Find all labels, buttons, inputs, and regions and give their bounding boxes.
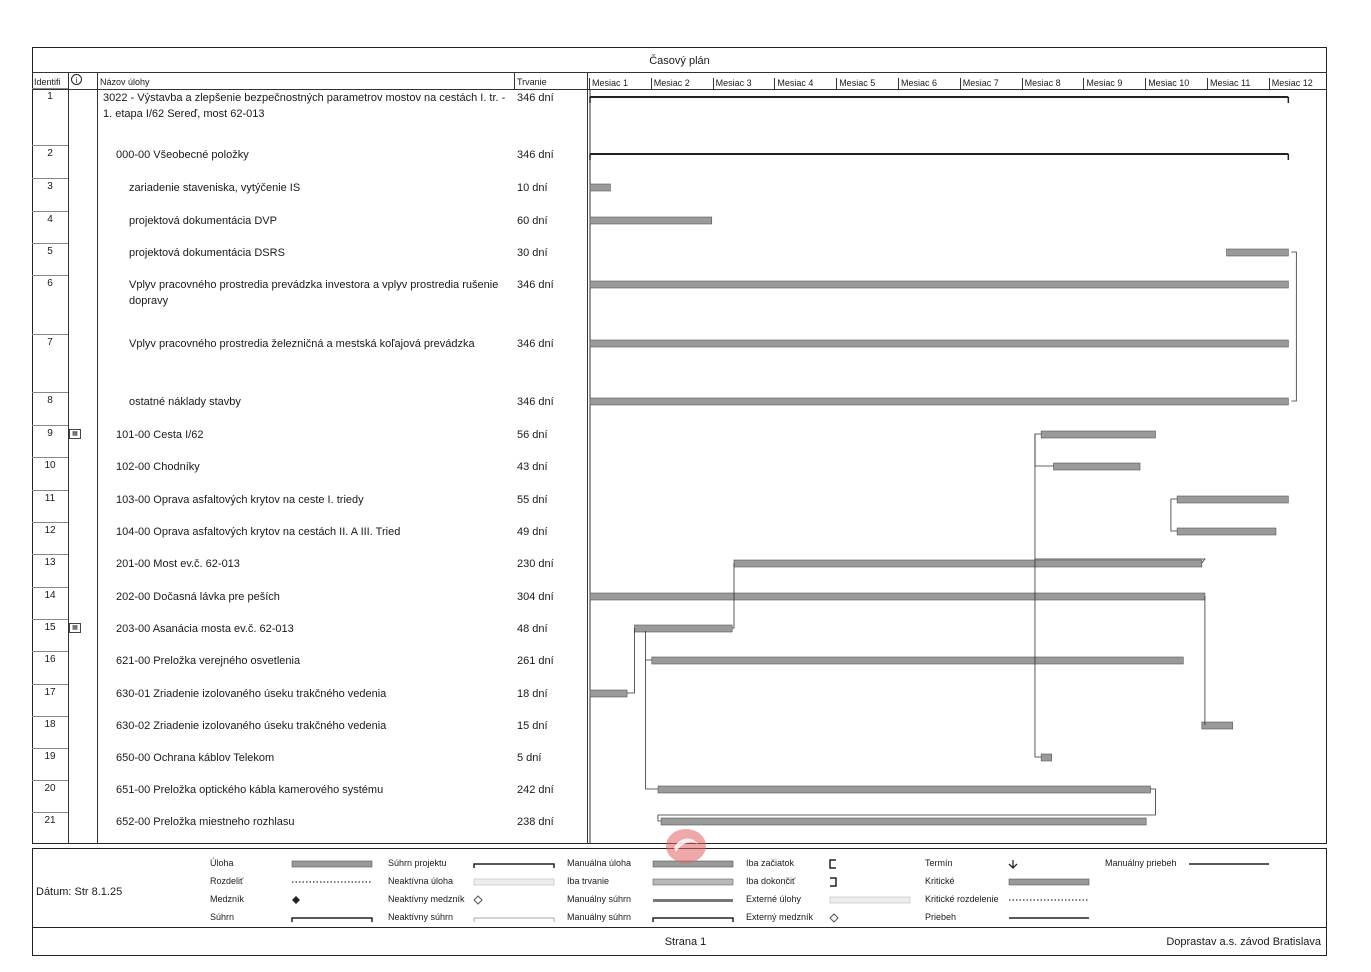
page-number: Strana 1: [664, 936, 707, 948]
month-header-11: Mesiac 11: [1207, 78, 1269, 90]
task-duration: 346 dní: [517, 396, 554, 408]
task-id: 2: [47, 148, 53, 159]
task-name: ostatné náklady stavby: [129, 396, 241, 408]
task-duration: 346 dní: [517, 149, 554, 161]
task-bar: [1177, 528, 1276, 535]
task-name: 630-02 Zriadenie izolovaného úseku trakčného vedenia: [116, 720, 387, 732]
task-id: 14: [44, 590, 56, 601]
task-duration: 60 dní: [517, 215, 548, 227]
task-bar: [661, 818, 1146, 825]
legend-label-progress: Priebeh: [925, 912, 957, 922]
task-id: 18: [44, 719, 56, 730]
month-header-10: Mesiac 10: [1145, 78, 1207, 90]
dependency-link: [646, 631, 652, 660]
task-name: 621-00 Preložka verejného osvetlenia: [116, 655, 301, 667]
task-bar: [652, 657, 1183, 664]
col-id-header: Identifi: [34, 77, 61, 87]
calendar-indicator-icon: ▦: [69, 623, 81, 633]
task-id: 10: [44, 460, 56, 471]
task-name: 652-00 Preložka miestneho rozhlasu: [116, 816, 295, 828]
task-name: 104-00 Oprava asfaltových krytov na cestách II. A III. Tried: [116, 526, 401, 538]
task-id: 16: [44, 654, 56, 665]
stamp-logo: [662, 826, 710, 866]
month-header-4: Mesiac 4: [774, 78, 836, 90]
task-name: projektová dokumentácia DVP: [129, 215, 277, 227]
company-name: Doprastav a.s. závod Bratislava: [1166, 936, 1321, 948]
task-duration: 261 dní: [517, 655, 554, 667]
task-duration: 49 dní: [517, 526, 548, 538]
task-bar: [1227, 249, 1289, 256]
task-name: 202-00 Dočasná lávka pre peších: [116, 591, 280, 603]
task-bar: [590, 217, 712, 224]
task-id: 7: [47, 337, 53, 348]
month-header-6: Mesiac 6: [898, 78, 960, 90]
task-name: Vplyv pracovného prostredia železničná a mestská koľajová prevádzka: [129, 338, 475, 350]
dependency-link: [627, 628, 634, 693]
task-duration: 242 dní: [517, 784, 554, 796]
task-bar: [734, 560, 1202, 567]
legend-label-external-milestone: Externý medzník: [746, 912, 814, 922]
legend-label-milestone: Medzník: [210, 894, 245, 904]
month-header-12: Mesiac 12: [1269, 78, 1331, 90]
task-duration: 230 dní: [517, 558, 554, 570]
task-bar: [1041, 754, 1052, 761]
task-bar: [590, 340, 1288, 347]
print-date: Dátum: Str 8.1.25: [36, 886, 123, 898]
legend-label-inactive-task: Neaktívna úloha: [388, 876, 454, 886]
task-duration: 238 dní: [517, 816, 554, 828]
month-header-8: Mesiac 8: [1022, 78, 1084, 90]
info-icon: i: [71, 74, 82, 85]
legend-label-external-tasks: Externé úlohy: [746, 894, 802, 904]
task-duration: 48 dní: [517, 623, 548, 635]
task-bar: [590, 593, 1205, 600]
legend-label-duration-only: Iba trvanie: [567, 876, 610, 886]
month-header-7: Mesiac 7: [960, 78, 1022, 90]
legend-label-split: Rozdeliť: [210, 876, 244, 886]
month-header-5: Mesiac 5: [836, 78, 898, 90]
legend-label-project-summary: Súhrn projektu: [388, 858, 447, 868]
task-duration: 10 dní: [517, 182, 548, 194]
task-name: 203-00 Asanácia mosta ev.č. 62-013: [116, 623, 294, 635]
task-duration: 304 dní: [517, 591, 554, 603]
task-id: 20: [44, 783, 56, 794]
legend-label-finish-only: Iba dokončiť: [746, 876, 796, 886]
task-bar: [1054, 463, 1141, 470]
legend-label-critical: Kritické: [925, 876, 955, 886]
task-duration: 30 dní: [517, 247, 548, 259]
task-bar: [1202, 722, 1233, 729]
task-id: 15: [44, 622, 56, 633]
task-name: 201-00 Most ev.č. 62-013: [116, 558, 240, 570]
task-duration: 56 dní: [517, 429, 548, 441]
task-name: 103-00 Oprava asfaltových krytov na ceste I. triedy: [116, 494, 364, 506]
task-name: 650-00 Ochrana káblov Telekom: [116, 752, 275, 764]
task-bar: [1041, 431, 1155, 438]
task-id: 9: [47, 428, 53, 439]
legend-label-inactive-milestone: Neaktívny medzník: [388, 894, 465, 904]
task-bar: [590, 281, 1288, 288]
task-name: projektová dokumentácia DSRS: [129, 247, 285, 259]
task-name: 651-00 Preložka optického kábla kamerového systému: [116, 784, 384, 796]
task-bar: [1177, 496, 1288, 503]
task-id: 17: [44, 687, 56, 698]
task-duration: 5 dní: [517, 752, 542, 764]
task-bar: [590, 184, 610, 191]
task-bar: [590, 690, 627, 697]
task-name: 000-00 Všeobecné položky: [116, 149, 249, 161]
task-id: 6: [47, 278, 53, 289]
legend-label-manual-task: Manuálna úloha: [567, 858, 632, 868]
col-duration-header: Trvanie: [517, 77, 547, 87]
task-id: 4: [47, 214, 53, 225]
legend-label-inactive-summary: Neaktívny súhrn: [388, 912, 454, 922]
task-duration: 346 dní: [517, 279, 554, 291]
month-header-1: Mesiac 1: [589, 78, 651, 90]
task-bar: [658, 786, 1151, 793]
col-name-header: Názov úlohy: [100, 77, 150, 87]
dependency-link: [1291, 252, 1296, 401]
task-name: 630-01 Zriadenie izolovaného úseku trakčného vedenia: [116, 688, 387, 700]
legend-label-critical-split: Kritické rozdelenie: [925, 894, 999, 904]
legend-label-manual-summary-rollup: Manuálny súhrn: [567, 894, 632, 904]
legend-label-manual-summary: Manuálny súhrn: [567, 912, 632, 922]
task-duration: 43 dní: [517, 461, 548, 473]
legend-label-deadline: Termín: [925, 858, 953, 868]
task-duration: 18 dní: [517, 688, 548, 700]
task-bar: [634, 625, 732, 632]
task-id: 21: [44, 815, 56, 826]
dependency-link: [1171, 499, 1177, 531]
task-bar: [590, 398, 1288, 405]
dependency-link: [1035, 434, 1054, 466]
task-id: 11: [44, 493, 56, 504]
dependency-link: [658, 789, 1155, 821]
task-duration: 346 dní: [517, 92, 554, 104]
legend-label-summary: Súhrn: [210, 912, 235, 922]
task-duration: 346 dní: [517, 338, 554, 350]
legend-label-manual-progress: Manuálny priebeh: [1105, 858, 1177, 868]
task-id: 3: [47, 181, 53, 192]
month-header-3: Mesiac 3: [713, 78, 775, 90]
task-duration: 15 dní: [517, 720, 548, 732]
task-name: 102-00 Chodníky: [116, 461, 200, 473]
task-id: 19: [44, 751, 56, 762]
task-id: 1: [47, 91, 53, 102]
month-header-9: Mesiac 9: [1083, 78, 1145, 90]
calendar-indicator-icon: ▦: [69, 429, 81, 439]
dependency-link: [646, 660, 658, 789]
task-id: 5: [47, 246, 53, 257]
task-name: 3022 - Výstavba a zlepšenie bezpečnostných parametrov mostov na cestách I. tr. - 1. etapa I/62 Sereď, most 62-013: [103, 92, 506, 120]
legend-label-start-only: Iba začiatok: [746, 858, 795, 868]
task-name: Vplyv pracovného prostredia prevádzka investora a vplyv prostredia rušenie dopravy: [129, 279, 499, 307]
task-id: 12: [44, 525, 56, 536]
task-id: 8: [47, 395, 53, 406]
page-title: Časový plán: [649, 55, 710, 67]
task-name: 101-00 Cesta I/62: [116, 429, 204, 441]
legend-label-task: Úloha: [210, 858, 234, 868]
month-header-2: Mesiac 2: [651, 78, 713, 90]
task-name: zariadenie staveniska, vytýčenie IS: [129, 182, 301, 194]
task-duration: 55 dní: [517, 494, 548, 506]
task-id: 13: [44, 557, 56, 568]
